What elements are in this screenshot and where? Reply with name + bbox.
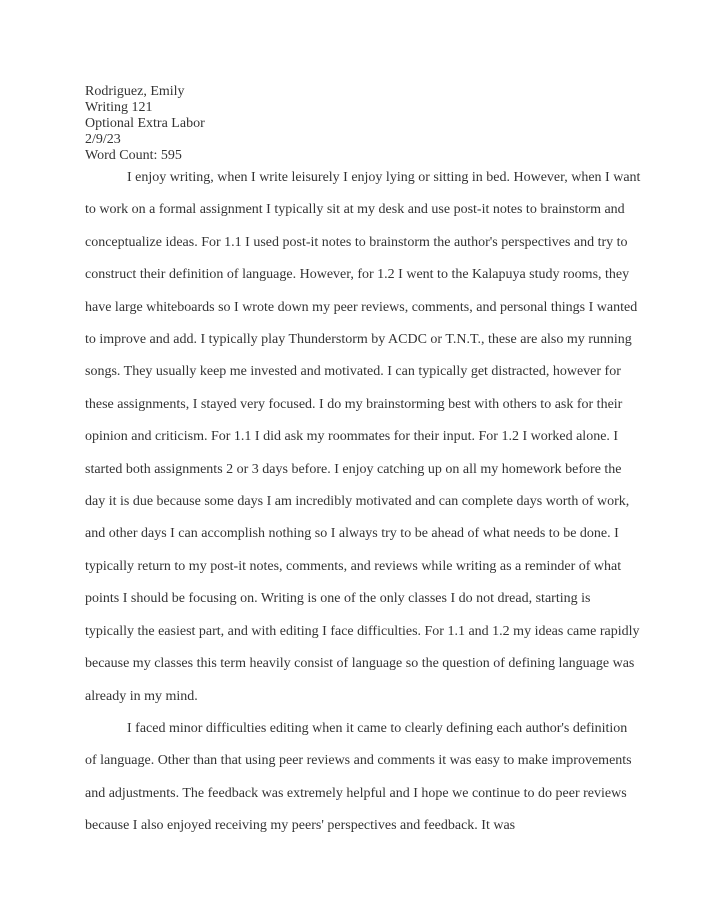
document-body — [85, 162, 641, 843]
word-count: Word Count: 595 — [85, 148, 182, 163]
assignment-title: Optional Extra Labor — [85, 116, 205, 131]
course-name: Writing 121 — [85, 100, 153, 115]
document-date: 2/9/23 — [85, 132, 121, 147]
document-header — [85, 84, 645, 164]
student-name: Rodriguez, Emily — [85, 84, 185, 99]
body-paragraph: I faced minor difficulties editing when it came to clearly defining each author's definition of language. Other than that using peer reviews and comments it was easy to make improvements and adjustments. The feedback was extremely helpful and I hope we continue to do peer reviews because I also enjoyed receiving my peers' perspectives and feedback. It was — [85, 720, 632, 834]
body-paragraph: I enjoy writing, when I write leisurely I enjoy lying or sitting in bed. However, when I want to work on a formal assignment I typically sit at my desk and use post-it notes to brainstorm and conceptualize ideas. For 1.1 I used post-it notes to brainstorm the author's perspectives and try to construct their definition of language. However, for 1.2 I went to the Kalapuya study rooms, they have large whiteboards so I wrote down my peer reviews, comments, and personal things I wanted to improve and add. I typically play Thunderstorm by ACDC or T.N.T., these are also my running songs. They usually keep me invested and motivated. I can typically get distracted, however for these assignments, I stayed very focused. I do my brainstorming best with others to ask for their opinion and criticism. For 1.1 I did ask my roommates for their input. For 1.2 I worked alone. I started both assignments 2 or 3 days before. I enjoy catching up on all my homework before the day it is due because some days I am incredibly motivated and can complete days worth of work, and other days I can accomplish nothing so I always try to be ahead of what needs to be done. I typically return to my post-it notes, comments, and reviews while writing as a reminder of what points I should be focusing on. Writing is one of the only classes I do not dread, starting is typically the easiest part, and with editing I face difficulties. For 1.1 and 1.2 my ideas came rapidly because my classes this term heavily consist of language so the question of defining language was already in my mind. — [85, 170, 641, 704]
